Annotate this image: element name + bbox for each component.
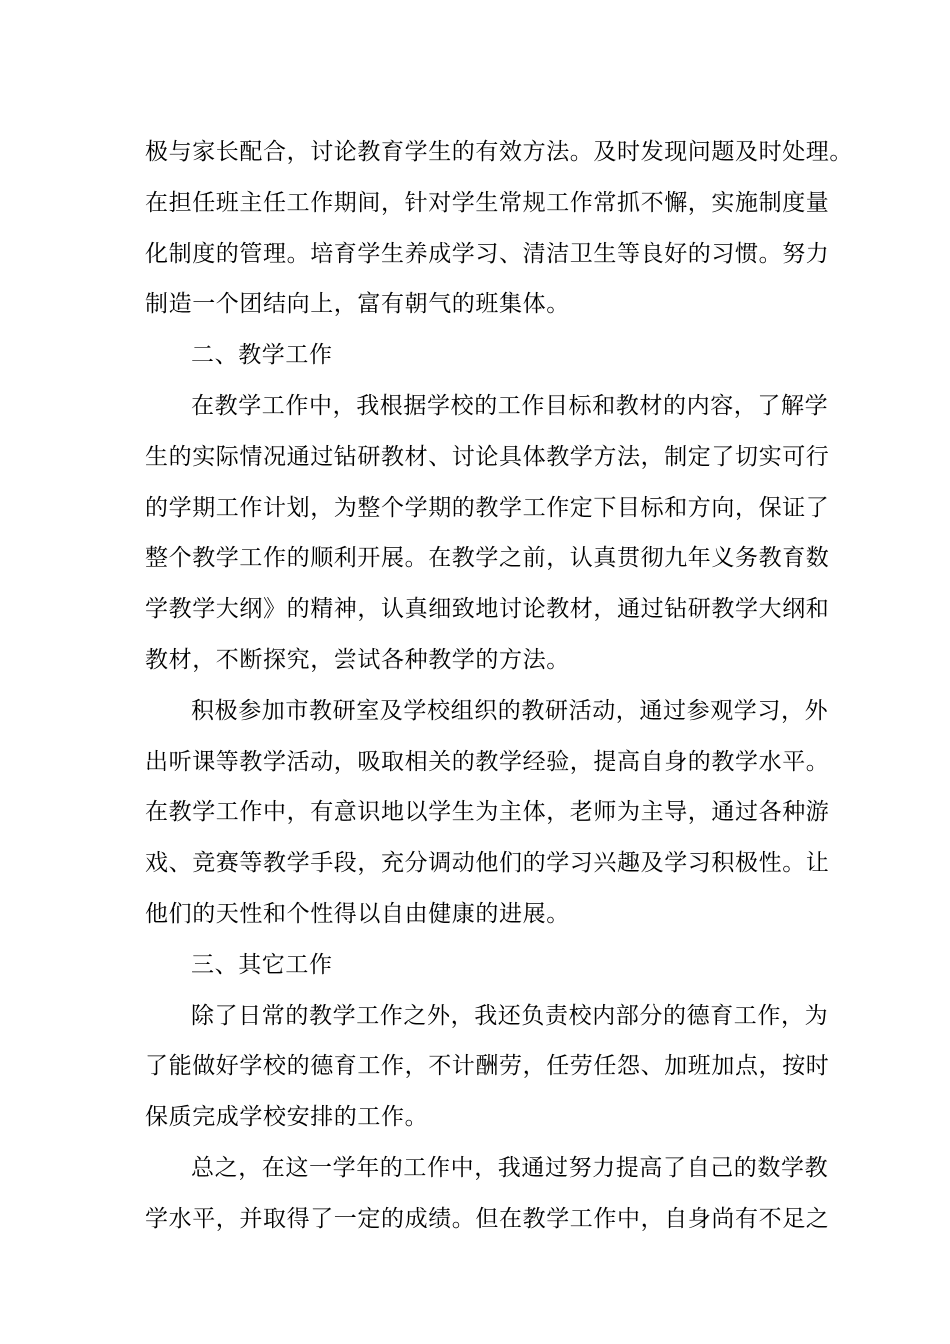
text-line: 生的实际情况通过钻研教材、讨论具体教学方法，制定了切实可行 — [145, 443, 830, 470]
text-line: 学水平，并取得了一定的成绩。但在教学工作中，自身尚有不足之 — [145, 1205, 830, 1232]
paragraph-first-line: 总之，在这一学年的工作中，我通过努力提高了自己的数学教 — [191, 1154, 829, 1181]
text-line: 在教学工作中，有意识地以学生为主体，老师为主导，通过各种游 — [145, 799, 830, 826]
text-line: 他们的天性和个性得以自由健康的进展。 — [145, 900, 570, 927]
text-line: 教材，不断探究，尝试各种教学的方法。 — [145, 646, 570, 673]
text-line: 出听课等教学活动，吸取相关的教学经验，提高自身的教学水平。 — [145, 748, 830, 775]
paragraph-first-line: 积极参加市教研室及学校组织的教研活动，通过参观学习，外 — [191, 697, 829, 724]
text-line: 的学期工作计划，为整个学期的教学工作定下目标和方向，保证了 — [145, 494, 830, 521]
paragraph-first-line: 除了日常的教学工作之外，我还负责校内部分的德育工作，为 — [191, 1002, 829, 1029]
text-line: 戏、竞赛等教学手段，充分调动他们的学习兴趣及学习积极性。让 — [145, 850, 830, 877]
text-line: 制造一个团结向上，富有朝气的班集体。 — [145, 291, 570, 318]
text-line: 了能做好学校的德育工作，不计酬劳，任劳任怨、加班加点，按时 — [145, 1053, 830, 1080]
text-line: 极与家长配合，讨论教育学生的有效方法。及时发现问题及时处理。 — [145, 139, 853, 165]
text-line: 保质完成学校安排的工作。 — [145, 1104, 429, 1131]
paragraph-first-line: 在教学工作中，我根据学校的工作目标和教材的内容，了解学 — [191, 392, 829, 419]
text-line: 在担任班主任工作期间，针对学生常规工作常抓不懈，实施制度量 — [145, 189, 830, 216]
text-line: 学教学大纲》的精神，认真细致地讨论教材，通过钻研教学大纲和 — [145, 596, 830, 623]
paragraph-first-line: 三、其它工作 — [191, 951, 333, 978]
text-line: 整个教学工作的顺利开展。在教学之前，认真贯彻九年义务教育数 — [145, 545, 830, 572]
text-line: 化制度的管理。培育学生养成学习、清洁卫生等良好的习惯。努力 — [145, 240, 830, 267]
document-body — [145, 127, 853, 1245]
paragraph-first-line: 二、教学工作 — [191, 342, 333, 369]
